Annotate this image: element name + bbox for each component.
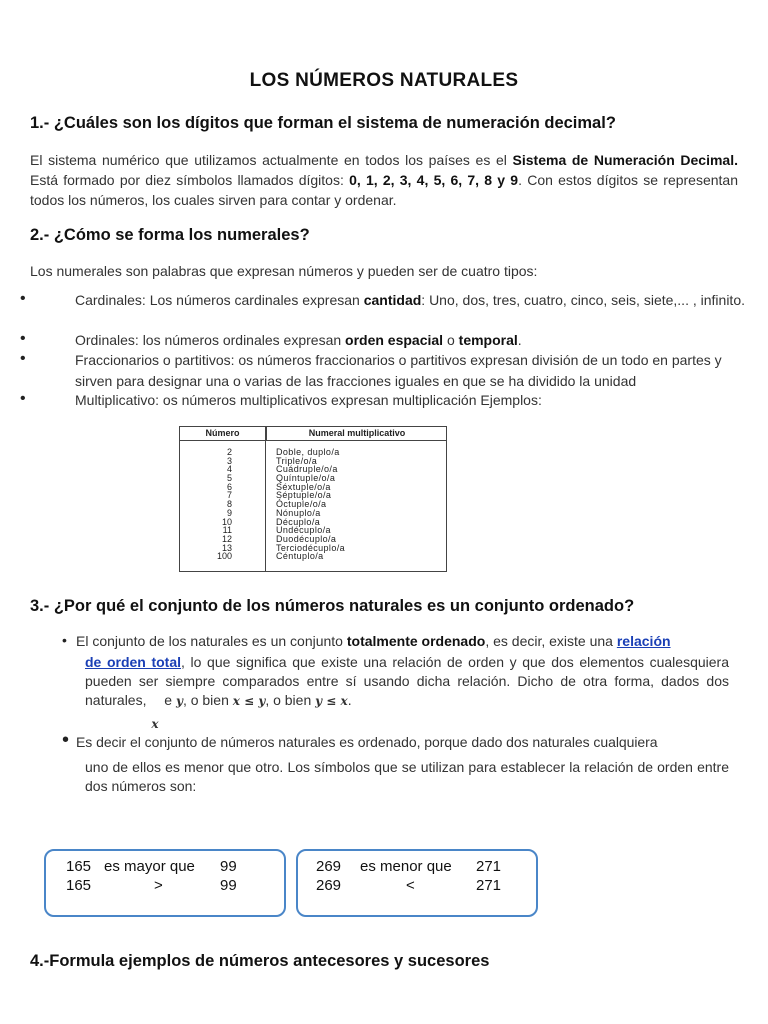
table-cell-number: 8: [226, 499, 232, 510]
table-cell-number: 100: [216, 551, 232, 562]
table-header-numeral: Numeral multiplicativo: [266, 427, 447, 440]
s3-bold-ordenado: totalmente ordenado: [346, 633, 486, 649]
s1-text-bold-system: Sistema de Numeración Decimal.: [512, 152, 738, 168]
less-than-symbol: <: [406, 877, 415, 894]
box1-number-left-2: 165: [66, 877, 92, 894]
ordinales-bold-temporal: temporal: [458, 332, 518, 348]
relacion-link[interactable]: relación: [616, 633, 671, 649]
list-item-cardinales: [46, 290, 746, 311]
box2-relation-text: es menor que: [360, 858, 452, 875]
table-header-numero: Número: [205, 428, 240, 438]
table-cell-numeral: Triple/o/a: [276, 455, 318, 466]
table-cell-numeral: Undécuplo/a: [276, 525, 331, 536]
table-cell-number: 3: [226, 455, 232, 466]
table-cell-numeral: Duodécuplo/a: [276, 533, 337, 544]
table-cell-number: 6: [226, 481, 232, 492]
box1-number-right: 99: [220, 858, 237, 875]
ordinales-period: .: [517, 332, 522, 348]
box2-number-left: 269: [316, 858, 342, 875]
bullet-marker: •: [62, 729, 70, 751]
s1-text-e: . Con estos dígitos se representan todos los números, los cuales sirven para contar y ordenar.: [30, 172, 739, 208]
cardinales-text: Cardinales: Los números cardinales expresan: [75, 292, 364, 308]
s3-text-a: El conjunto de los naturales es un conjunto: [76, 633, 347, 649]
table-cell-number: 11: [222, 525, 232, 536]
s1-text-bold-digits: 0, 1, 2, 3, 4, 5, 6, 7, 8 y 9: [349, 172, 519, 188]
table-body: [180, 448, 446, 561]
table-cell-number: 5: [226, 473, 232, 484]
table-cell-numeral: Cuádruple/o/a: [276, 464, 338, 475]
section-2-intro: Los numerales son palabras que expresan números y pueden ser de cuatro tipos:: [30, 263, 538, 279]
box1-number-left: 165: [66, 858, 92, 875]
box2-number-right: 271: [476, 858, 502, 875]
table-cell-number: 9: [226, 507, 232, 518]
list-item-ordinales: [46, 330, 746, 351]
table-cell-number: 7: [226, 490, 232, 501]
s3-text-d: , lo que significa que existe una relación de orden y que dos elementos cualesquiera pueden ser siempre comparados entre sí usando dicha relación. Dicho de otra forma, dados dos naturales,: [85, 654, 729, 708]
table-cell-numeral: Nónuplo/a: [276, 507, 321, 518]
ordinales-text: Ordinales: los números ordinales expresan: [75, 332, 346, 348]
table-cell-numeral: Céntuplo/a: [276, 551, 324, 562]
table-cell-number: 4: [226, 464, 232, 475]
s1-text-c: Está formado por diez símbolos llamados dígitos:: [30, 172, 350, 188]
table-header: [180, 427, 446, 441]
page-title: LOS NÚMEROS NATURALES: [249, 70, 519, 91]
s3-text-f: , o bien: [182, 692, 229, 708]
math-x-le-y: x ≤ y: [232, 694, 266, 708]
greater-than-symbol: >: [154, 877, 163, 894]
s3-text-c: , es decir, existe una: [485, 633, 617, 649]
comparison-box-greater: [44, 849, 286, 917]
math-y: y: [175, 694, 183, 708]
table-cell-number: 13: [221, 542, 232, 553]
section-1-paragraph: [30, 150, 738, 210]
bullet-marker: •: [20, 330, 26, 347]
ordinales-bold-espacial: orden espacial: [345, 332, 444, 348]
section-4-heading: 4.-Formula ejemplos de números antecesores y sucesores: [30, 952, 490, 970]
bullet-marker: •: [20, 290, 26, 307]
table-cell-numeral: Óctuple/o/a: [276, 499, 327, 510]
box1-number-right-2: 99: [220, 877, 237, 894]
table-cell-numeral: Décuplo/a: [276, 516, 321, 527]
bullet-marker: •: [20, 390, 26, 407]
section-3-bullet-2-cont: uno de ellos es menor que otro. Los símbolos que se utilizan para establecer la relación de orden entre dos números son:: [85, 759, 729, 794]
list-item-fraccionarios: [46, 350, 746, 391]
box2-number-right-2: 271: [476, 877, 502, 894]
section-3-bullet-1-cont: [85, 653, 729, 731]
cardinales-bold: cantidad: [363, 292, 422, 308]
s3-text-h: .: [347, 692, 352, 708]
multiplicative-table: [179, 426, 447, 572]
multiplicativo-text: Multiplicativo: os números multiplicativos expresan multiplicación Ejemplos:: [75, 392, 542, 408]
orden-total-link[interactable]: de orden total: [85, 654, 182, 670]
section-2-heading: 2.- ¿Cómo se forma los numerales?: [30, 226, 310, 244]
math-x: x: [151, 717, 159, 731]
s1-text-a: El sistema numérico que utilizamos actualmente en todos los países es el: [30, 152, 513, 168]
table-cell-number: 2: [226, 447, 232, 457]
table-cell-numeral: Terciodécuplo/a: [276, 542, 346, 553]
comparison-box-less: [296, 849, 538, 917]
bullet-marker: •: [62, 632, 67, 648]
table-cell-numeral: Quíntuple/o/a: [276, 473, 336, 484]
table-cell-number: 12: [221, 533, 232, 544]
list-item-multiplicativo: [46, 390, 746, 411]
box1-relation-text: es mayor que: [104, 858, 195, 875]
cardinales-text-end: : Uno, dos, tres, cuatro, cinco, seis, siete,... , infinito.: [421, 292, 745, 308]
s3-text-e: e: [164, 692, 173, 708]
table-row: [180, 552, 446, 561]
box2-number-left-2: 269: [316, 877, 342, 894]
table-cell-numeral: Séxtuple/o/a: [276, 481, 331, 492]
table-cell-numeral: Séptuple/o/a: [276, 490, 332, 501]
bullet-marker: •: [20, 350, 26, 367]
ordinales-text-o: o: [443, 332, 459, 348]
section-3-bullet-1: [76, 632, 729, 651]
table-cell-number: 10: [221, 516, 232, 527]
fraccionarios-text: Fraccionarios o partitivos: os números fraccionarios o partitivos expresan división de un todo en partes y sirven para designar una o varias de las fracciones iguales en que se ha dividido la unidad: [75, 352, 722, 389]
math-y-le-x: y ≤ x: [315, 694, 348, 708]
s3-text-g: , o bien: [265, 692, 312, 708]
table-cell-numeral: Doble, duplo/a: [276, 447, 340, 457]
section-1-heading: 1.- ¿Cuáles son los dígitos que forman el sistema de numeración decimal?: [30, 114, 616, 132]
section-3-heading: 3.- ¿Por qué el conjunto de los números naturales es un conjunto ordenado?: [30, 597, 635, 615]
section-3-bullet-2: Es decir el conjunto de números naturales es ordenado, porque dado dos naturales cualquiera: [76, 734, 658, 750]
